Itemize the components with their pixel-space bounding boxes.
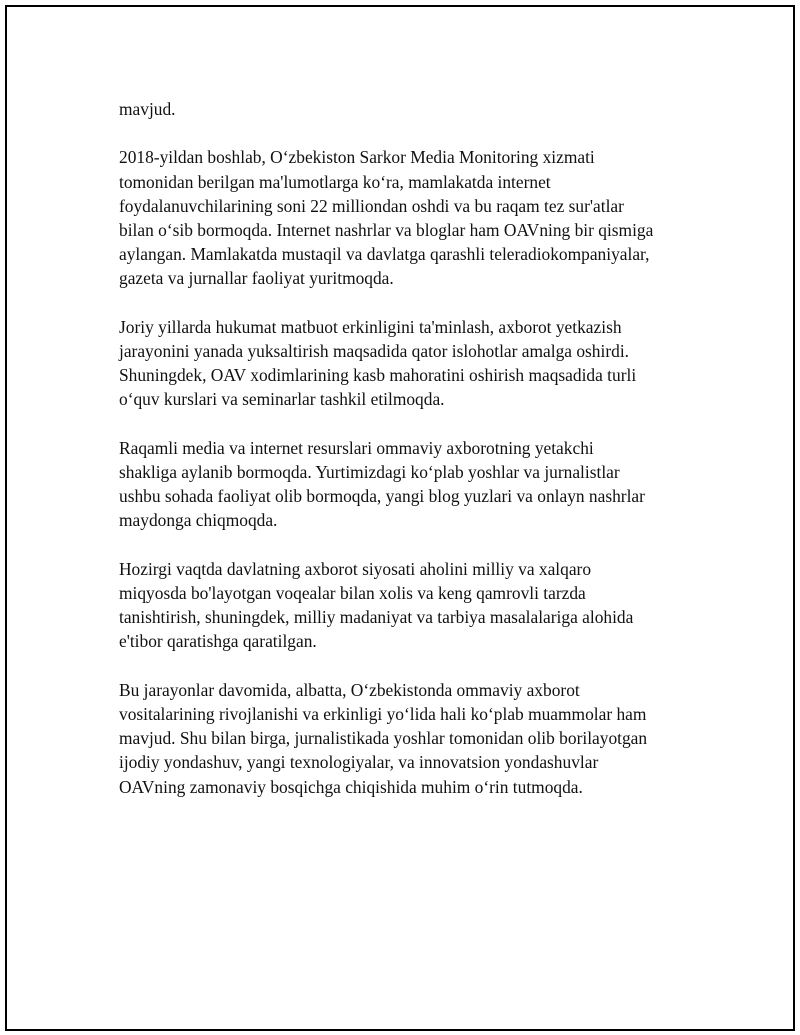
paragraph-3: Joriy yillarda hukumat matbuot erkinligini ta'minlash, axborot yetkazish jarayonini yanada yuksaltirish maqsadida qator islohotlar amalga oshirdi. Shuningdek, OAV xodimlarining kasb mahoratini oshirish maqsadida turli o‘quv kurslari va seminarlar tashkil etilmoqda. xyxy=(119,316,637,410)
document-page xyxy=(5,5,795,1031)
paragraph-4: Raqamli media va internet resurslari ommaviy axborotning yetakchi shakliga aylanib bormoqda. Yurtimizdagi ko‘plab yoshlar va jurnalistlar ushbu sohada faoliyat olib bormoqda, yangi blog yuzlari va onlayn nashrlar maydonga chiqmoqda. xyxy=(119,437,645,531)
paragraph-6: Bu jarayonlar davomida, albatta, O‘zbekistonda ommaviy axborot vositalarining rivojlanishi va erkinligi yo‘lida hali ko‘plab muammolar ham mavjud. Shu bilan birga, jurnalistikada yoshlar tomonidan olib borilayotgan ijodiy yondashuv, yangi texnologiyalar, va innovatsion yondashuvlar OAVning zamonaviy bosqichga chiqishida muhim o‘rin tutmoqda. xyxy=(119,679,648,797)
paragraph-5: Hozirgi vaqtda davlatning axborot siyosati aholini milliy va xalqaro miqyosda bo'layotgan voqealar bilan xolis va keng qamrovli tarzda tanishtirish, shuningdek, milliy madaniyat va tarbiya masalalariga alohida e'tibor qaratishga qaratilgan. xyxy=(119,558,634,652)
paragraph-1: mavjud. xyxy=(119,99,176,119)
document-body xyxy=(119,97,699,823)
paragraph-2: 2018-yildan boshlab, O‘zbekiston Sarkor Media Monitoring xizmati tomonidan berilgan ma'lumotlarga ko‘ra, mamlakatda internet foydalanuvchilarining soni 22 milliondan oshdi va bu raqam tez sur'atlar bilan o‘sib bormoqda. Internet nashrlar va bloglar ham OAVning bir qismiga aylangan. Mamlakatda mustaqil va davlatga qarashli teleradiokompaniyalar, gazeta va jurnallar faoliyat yuritmoqda. xyxy=(119,147,654,289)
